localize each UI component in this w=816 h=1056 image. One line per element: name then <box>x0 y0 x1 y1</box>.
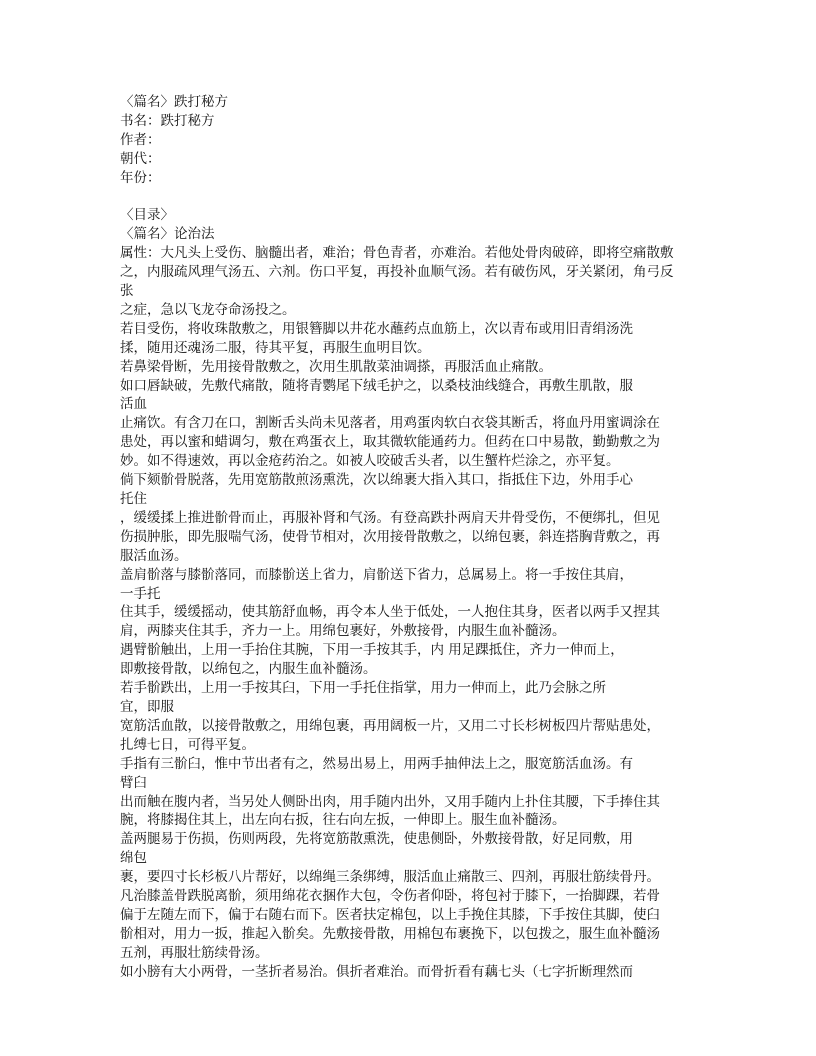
body-line: 肩，两膝夹住其手，齐力一上。用绵包裹好，外敷接骨，内服生血补髓汤。 <box>120 623 566 640</box>
author-line: 作者： <box>120 131 161 148</box>
body-line: 五剂，再服壮筋续骨汤。 <box>120 944 269 961</box>
body-line: 张 <box>120 283 134 300</box>
body-line: 即敷接骨散，以绵包之，内服生血补髓汤。 <box>120 661 377 678</box>
body-line: 绵包 <box>120 850 147 867</box>
body-line: 之症，急以飞龙夺命汤投之。 <box>120 301 296 318</box>
body-line: 出而触在腹内者，当另处人侧卧出肉，用手随内出外，又用手随内上扑住其腰，下手捧住其 <box>120 793 660 810</box>
body-line: 伤损肿胀，即先服喘气汤，使骨节相对，次用接骨散敷之，以绵包裹，斜连搭胸背敷之，再 <box>120 528 660 545</box>
body-line: 遇臂骱触出，上用一手抬住其腕，下用一手按其手，内 用足踝抵住，齐力一伸而上， <box>120 642 624 659</box>
body-line: 属性：大凡头上受伤、脑髓出者，难治；骨色青者，亦难治。若他处骨肉破碎，即将空痛散敷 <box>120 245 674 262</box>
body-line: 裹，要四寸长杉板八片帮好，以绵绳三条绑缚，服活血止痛散三、四剂，再服壮筋续骨丹。 <box>120 869 660 886</box>
body-line: 手指有三骱臼，惟中节出者有之，然易出易上，用两手抽伸法上之，服宽筋活血汤。有 <box>120 755 633 772</box>
body-line: 凡治膝盖骨跌脱离骱，须用绵花衣捆作大包，令伤者仰卧，将包衬于膝下，一抬脚踝，若骨 <box>120 888 660 905</box>
body-line: 服活血汤。 <box>120 547 188 564</box>
body-line: ，缓缓揉上推进骱骨而止，再服补肾和气汤。有登高跌扑两肩天井骨受伤，不便绑扎，但见 <box>120 509 660 526</box>
body-line: 若手骱跌出，上用一手按其臼，下用一手托住指掌，用力一伸而上，此乃会脉之所 <box>120 680 606 697</box>
body-line: 揉，随用还魂汤二服，待其平复，再服生血明目饮。 <box>120 339 431 356</box>
body-line: 妙。如不得速效，再以金疮药治之。如被人咬破舌头者，以生蟹杵烂涂之，亦平复。 <box>120 453 620 470</box>
body-line: 宜，即服 <box>120 698 174 715</box>
body-line: 骱相对，用力一扳，推起入骱矣。先敷接骨散，用棉包布裹挽下，以包拨之，服生血补髓汤 <box>120 925 660 942</box>
body-line: 住其手，缓缓摇动，使其筋舒血畅，再令本人坐于低处，一人抱住其身，医者以两手又捏其 <box>120 604 660 621</box>
body-line: 腕，将膝揭住其上，出左向右扳，往右向左扳，一伸即上。服生血补髓汤。 <box>120 812 566 829</box>
dynasty-line: 朝代： <box>120 150 161 167</box>
body-line: 倘下颏骱骨脱落，先用宽筋散煎汤熏洗，次以绵裹大指入其口，指抵住下边，外用手心 <box>120 472 633 489</box>
body-line: 止痛饮。有含刀在口，割断舌头尚未见落者，用鸡蛋肉软白衣袋其断舌，将血丹用蜜调涂在 <box>120 415 660 432</box>
body-line: 若鼻梁骨断，先用接骨散敷之，次用生肌散菜油调搽，再服活血止痛散。 <box>120 358 552 375</box>
body-line: 之，内服疏风理气汤五、六剂。伤口平复，再投补血顺气汤。若有破伤风，牙关紧闭，角弓反 <box>120 264 674 281</box>
body-line: 若目受伤，将收珠散敷之，用银簪脚以井花水蘸药点血筋上，次以青布或用旧青绢汤洗 <box>120 320 633 337</box>
body-line: 扎缚七日，可得平复。 <box>120 736 255 753</box>
toc-label: 〈目录〉 <box>120 207 174 224</box>
body-line: 如口唇缺破，先敷代痛散，随将青鹦尾下绒毛护之，以桑枝油线缝合，再敷生肌散，服 <box>120 377 633 394</box>
body-line: 宽筋活血散，以接骨散敷之，用绵包裹，再用阔板一片，又用二寸长杉树板四片帮贴患处， <box>120 717 660 734</box>
section-title: 〈篇名〉论治法 <box>120 226 215 243</box>
body-line: 臂臼 <box>120 774 147 791</box>
body-line: 如小膀有大小两骨，一茎折者易治。俱折者难治。而骨折看有藕七头（七字折断理然而 <box>120 963 633 980</box>
body-line: 患处，再以蜜和蜡调匀，敷在鸡蛋衣上，取其微软能通药力。但药在口中易散，勤勤敷之为 <box>120 434 660 451</box>
body-line: 盖两腿易于伤损，伤则两段，先将宽筋散熏洗，使患侧卧，外敷接骨散，好足同敷，用 <box>120 831 633 848</box>
body-line: 托住 <box>120 491 147 508</box>
book-name-line: 书名：跌打秘方 <box>120 112 215 129</box>
body-line <box>120 982 692 1001</box>
title-line: 〈篇名〉跌打秘方 <box>120 94 228 110</box>
document-page <box>120 93 692 1000</box>
body-line: 盖肩骱落与膝骱落同，而膝骱送上省力，肩骱送下省力，总属易上。将一手按住其肩， <box>120 566 633 583</box>
body-line: 活血 <box>120 396 147 413</box>
year-line: 年份： <box>120 169 161 186</box>
spacer <box>120 188 692 207</box>
body-line: 偏于左随左而下，偏于右随右而下。医者扶定棉包，以上手挽住其膝，下手按住其脚，使臼 <box>120 906 660 923</box>
body-line: 一手托 <box>120 585 161 602</box>
